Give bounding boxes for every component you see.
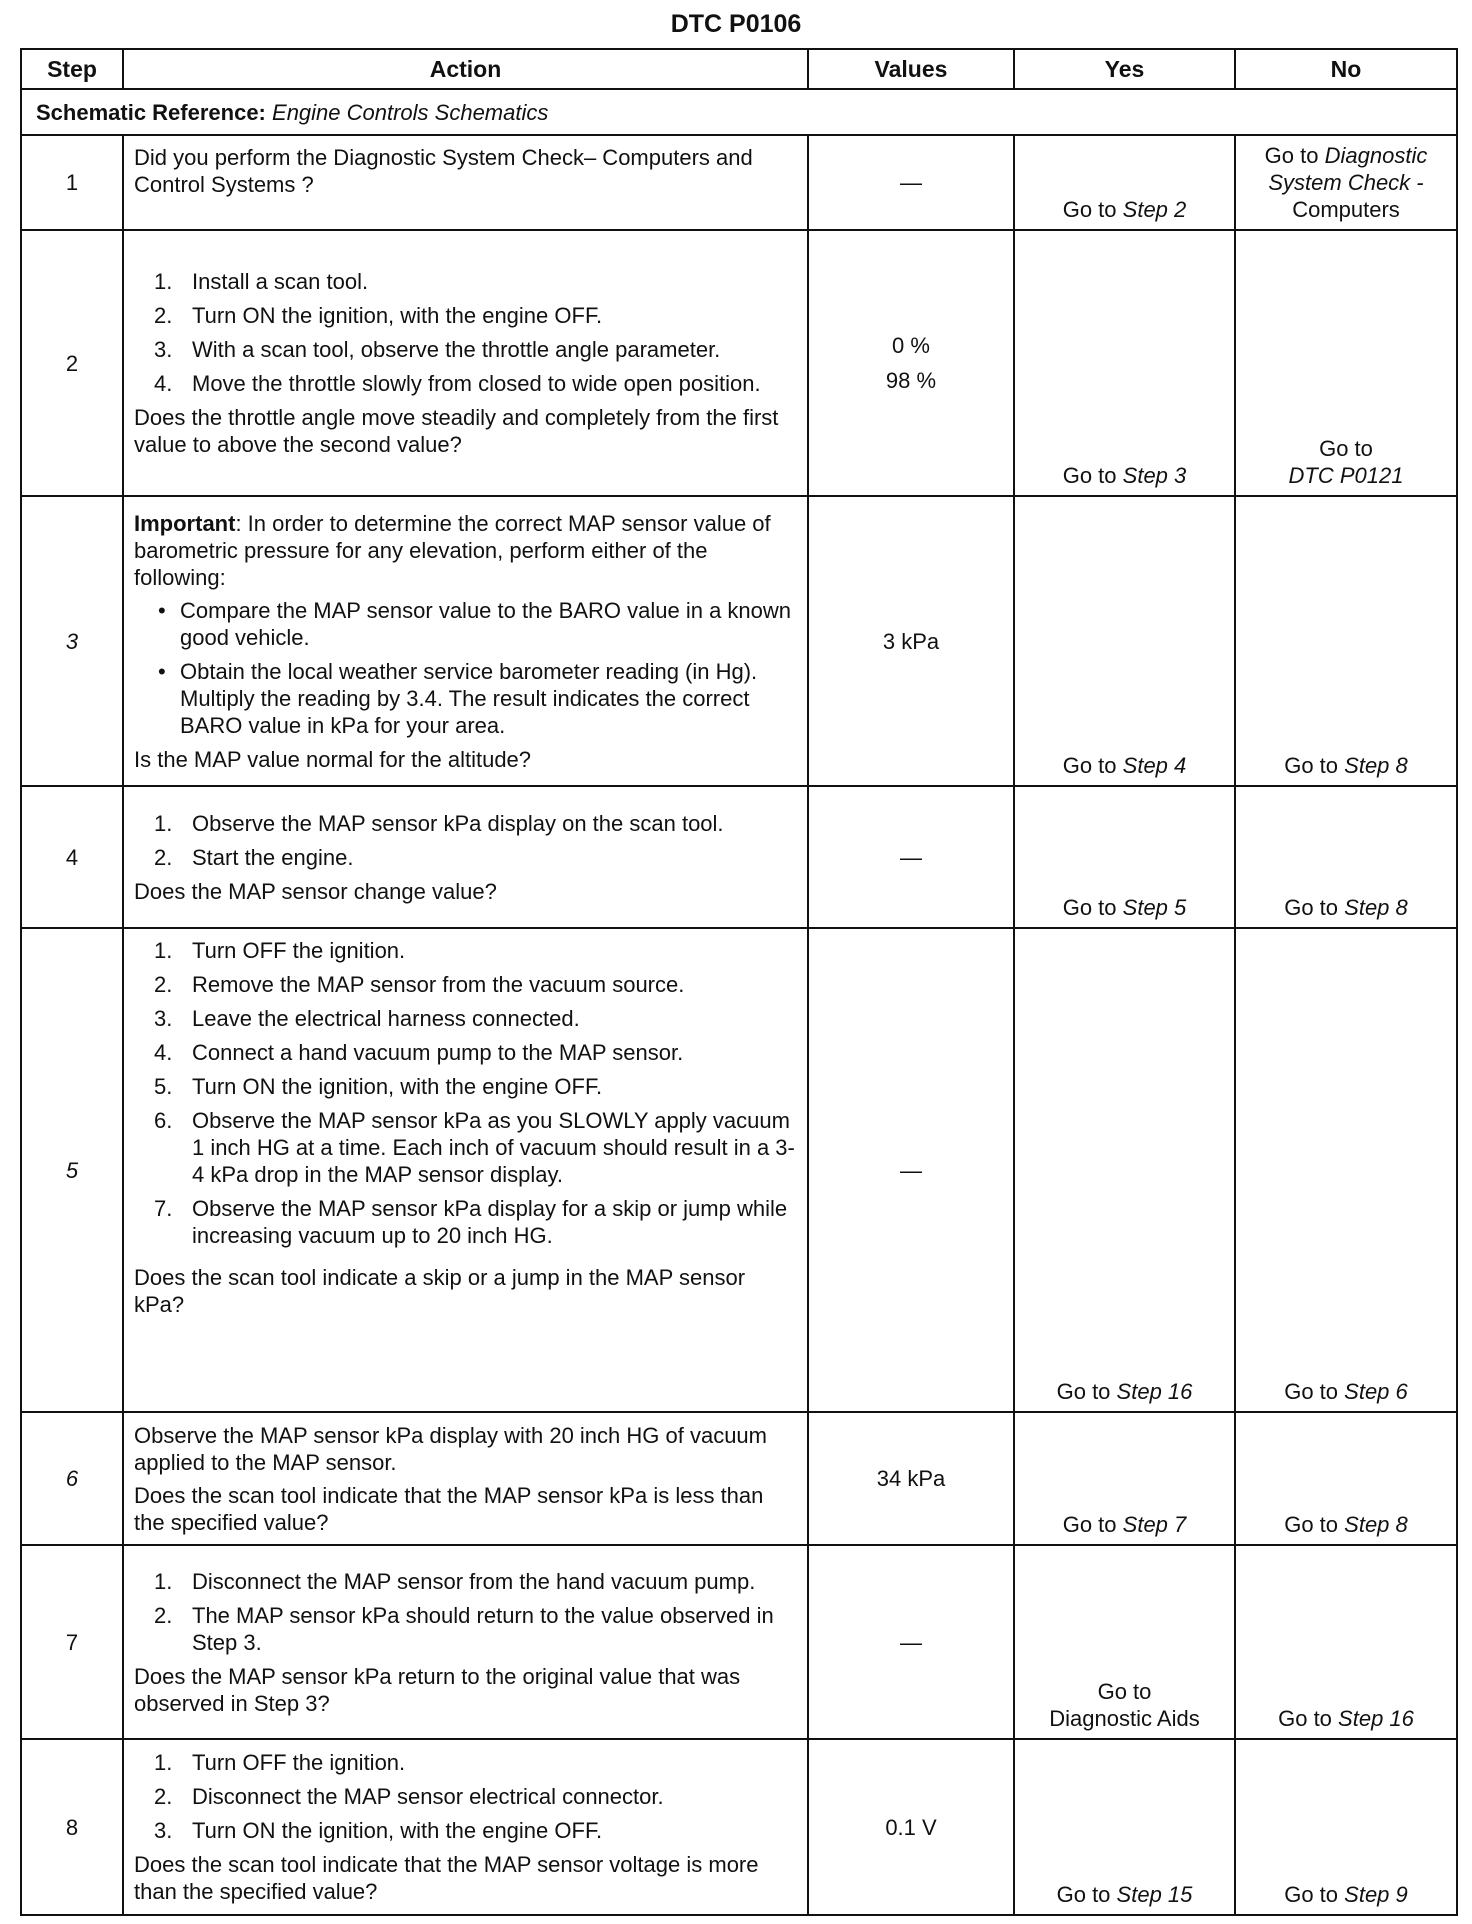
goto-prefix: Go to	[1284, 1379, 1339, 1404]
goto-step-link[interactable]: Step 9	[1344, 1882, 1408, 1907]
action-cell	[123, 230, 808, 496]
no-cell	[1235, 1739, 1457, 1915]
goto-step-link[interactable]: Step 8	[1344, 895, 1408, 920]
action-cell	[123, 928, 808, 1412]
action-cell	[123, 1739, 808, 1915]
step-row-2	[21, 230, 1457, 496]
value-cell: —	[808, 1545, 1014, 1739]
goto-diagnostic-aids-link[interactable]: Diagnostic Aids	[1049, 1706, 1200, 1731]
question-text: Does the scan tool indicate a skip or a jump in the MAP sensor kPa?	[134, 1265, 746, 1317]
action-list	[134, 937, 799, 1249]
instruction-text: Observe the MAP sensor kPa display with 20 inch HG of vacuum applied to the MAP sensor.	[134, 1422, 767, 1475]
schematic-reference	[21, 89, 1457, 135]
list-item: • Compare the MAP sensor value to the BARO value in a known good vehicle.	[158, 597, 792, 650]
goto-step-link[interactable]: Step 4	[1122, 753, 1187, 778]
action-list	[134, 810, 799, 871]
list-item: 3. Turn ON the ignition, with the engine OFF.	[154, 1818, 603, 1843]
no-cell	[1235, 786, 1457, 928]
schematic-row	[21, 89, 1457, 135]
value-cell: 3 kPa	[808, 496, 1014, 786]
step-number: 7	[21, 1545, 123, 1739]
list-item: 2. Remove the MAP sensor from the vacuum source.	[154, 972, 685, 997]
step-row-8	[21, 1739, 1457, 1915]
step-row-6	[21, 1412, 1457, 1545]
goto-prefix: Go to	[1062, 197, 1117, 222]
step-row-7	[21, 1545, 1457, 1739]
step-row-5	[21, 928, 1457, 1412]
yes-cell	[1014, 1739, 1235, 1915]
page-title: DTC P0106	[670, 10, 802, 38]
step-number: 8	[21, 1739, 123, 1915]
schematic-label: Schematic Reference:	[36, 99, 266, 125]
question-text: Does the scan tool indicate that the MAP sensor kPa is less than the specified value?	[134, 1482, 764, 1535]
no-cell	[1235, 1412, 1457, 1545]
goto-step-link[interactable]: Step 7	[1122, 1512, 1187, 1537]
action-cell	[123, 1545, 808, 1739]
action-cell	[123, 1412, 808, 1545]
important-label: Important	[134, 510, 236, 536]
action-list	[134, 268, 799, 397]
action-cell	[123, 496, 808, 786]
step-number: 6	[21, 1412, 123, 1545]
list-item: 1. Disconnect the MAP sensor from the hand vacuum pump.	[154, 1568, 756, 1594]
yes-cell	[1014, 1412, 1235, 1545]
goto-prefix: Go to	[1062, 1512, 1117, 1537]
goto-prefix: Go to	[1056, 1379, 1111, 1404]
goto-prefix: Go to	[1284, 1882, 1339, 1907]
action-list	[134, 1749, 799, 1844]
step-number: 5	[21, 928, 123, 1412]
step-number: 1	[21, 135, 123, 230]
goto-prefix: Go to	[1062, 753, 1117, 778]
goto-prefix: Go to	[1062, 463, 1117, 488]
diagnostic-table	[20, 48, 1458, 1916]
step-row-1	[21, 135, 1457, 230]
list-item: 1. Observe the MAP sensor kPa display on the scan tool.	[154, 810, 724, 836]
question-text: Does the throttle angle move steadily and completely from the first value to above the second value?	[134, 405, 779, 457]
value-cell: 0.1 V	[808, 1739, 1014, 1915]
list-item: 2. Turn ON the ignition, with the engine OFF.	[154, 303, 603, 328]
step-number: 2	[21, 230, 123, 496]
goto-prefix: Go to	[1278, 1706, 1332, 1731]
header-action: Action	[123, 49, 808, 89]
list-item: 4. Connect a hand vacuum pump to the MAP sensor.	[154, 1040, 684, 1065]
value-cell	[808, 230, 1014, 496]
goto-step-link[interactable]: Step 15	[1116, 1882, 1193, 1907]
header-row	[21, 49, 1457, 89]
goto-step-link[interactable]: Step 16	[1338, 1706, 1414, 1731]
goto-prefix: Go to	[1097, 1679, 1152, 1704]
list-item: 7. Observe the MAP sensor kPa display for a skip or jump while increasing vacuum up to 20 inch HG.	[154, 1196, 788, 1248]
goto-step-link[interactable]: Step 3	[1122, 463, 1187, 488]
goto-step-link[interactable]: Step 6	[1344, 1379, 1408, 1404]
list-item: 6. Observe the MAP sensor kPa as you SLOWLY apply vacuum 1 inch HG at a time. Each inch of vacuum should result in a 3-4 kPa drop in the MAP sensor display.	[154, 1108, 795, 1187]
yes-cell	[1014, 786, 1235, 928]
list-item: 2. Disconnect the MAP sensor electrical connector.	[154, 1784, 664, 1809]
question-text: Does the scan tool indicate that the MAP sensor voltage is more than the specified value?	[134, 1852, 759, 1904]
question-text: Does the MAP sensor kPa return to the original value that was observed in Step 3?	[134, 1663, 741, 1716]
list-item: 1. Install a scan tool.	[154, 269, 369, 294]
yes-cell	[1014, 135, 1235, 230]
goto-dtc-link[interactable]: DTC P0121	[1288, 463, 1404, 488]
goto-step-link[interactable]: Step 2	[1122, 197, 1187, 222]
action-list	[134, 1568, 799, 1656]
action-cell	[123, 786, 808, 928]
list-item: 4. Move the throttle slowly from closed to wide open position.	[154, 371, 761, 396]
step-number: 3	[21, 496, 123, 786]
no-cell	[1235, 230, 1457, 496]
action-cell	[123, 135, 808, 230]
goto-prefix: Go to	[1284, 1512, 1339, 1537]
goto-step-link[interactable]: Step 16	[1116, 1379, 1193, 1404]
important-note	[134, 510, 799, 591]
goto-prefix: Go to	[1319, 436, 1373, 461]
list-item: 5. Turn ON the ignition, with the engine OFF.	[154, 1074, 603, 1099]
no-cell	[1235, 496, 1457, 786]
no-cell	[1235, 135, 1457, 230]
header-values: Values	[808, 49, 1014, 89]
goto-step-link[interactable]: Step 8	[1344, 753, 1408, 778]
goto-prefix: Go to	[1284, 753, 1339, 778]
goto-diagnostic-system-check-link[interactable]: Diagnostic System Check -	[1268, 143, 1428, 195]
value-cell: 34 kPa	[808, 1412, 1014, 1545]
question-text: Is the MAP value normal for the altitude?	[134, 746, 532, 772]
goto-suffix: Computers	[1292, 197, 1400, 222]
list-item: 1. Turn OFF the ignition.	[154, 938, 406, 963]
goto-prefix: Go to	[1284, 895, 1339, 920]
list-item: • Obtain the local weather service barometer reading (in Hg). Multiply the reading by 3.4. The result indicates the correct BARO value in kPa for your area.	[158, 658, 758, 738]
yes-cell	[1014, 928, 1235, 1412]
step-row-3	[21, 496, 1457, 786]
value-cell: —	[808, 135, 1014, 230]
header-no: No	[1235, 49, 1457, 89]
yes-cell	[1014, 1545, 1235, 1739]
goto-prefix: Go to	[1056, 1882, 1111, 1907]
important-text: : In order to determine the correct MAP sensor value of barometric pressure for any elevation, perform either of the following:	[134, 510, 771, 590]
value-cell: —	[808, 928, 1014, 1412]
goto-prefix: Go to	[1062, 895, 1117, 920]
list-item: 3. Leave the electrical harness connected.	[154, 1006, 580, 1031]
value-2: 98 %	[885, 368, 937, 393]
no-cell	[1235, 1545, 1457, 1739]
goto-step-link[interactable]: Step 8	[1344, 1512, 1408, 1537]
yes-cell	[1014, 496, 1235, 786]
question-text: Does the MAP sensor change value?	[134, 878, 497, 904]
yes-cell	[1014, 230, 1235, 496]
value-cell: —	[808, 786, 1014, 928]
schematic-link[interactable]: Engine Controls Schematics	[272, 99, 549, 125]
list-item: 1. Turn OFF the ignition.	[154, 1750, 406, 1775]
no-cell	[1235, 928, 1457, 1412]
step-row-4	[21, 786, 1457, 928]
header-step: Step	[21, 49, 123, 89]
step-number: 4	[21, 786, 123, 928]
value-1: 0 %	[892, 333, 930, 358]
list-item: 2. The MAP sensor kPa should return to the value observed in Step 3.	[154, 1602, 774, 1655]
goto-step-link[interactable]: Step 5	[1122, 895, 1187, 920]
bullet-list	[134, 597, 799, 739]
list-item: 2. Start the engine.	[154, 844, 354, 870]
header-yes: Yes	[1014, 49, 1235, 89]
question-text: Did you perform the Diagnostic System Check– Computers and Control Systems ?	[134, 145, 753, 197]
list-item: 3. With a scan tool, observe the throttle angle parameter.	[154, 337, 721, 362]
goto-prefix: Go to	[1264, 143, 1319, 168]
